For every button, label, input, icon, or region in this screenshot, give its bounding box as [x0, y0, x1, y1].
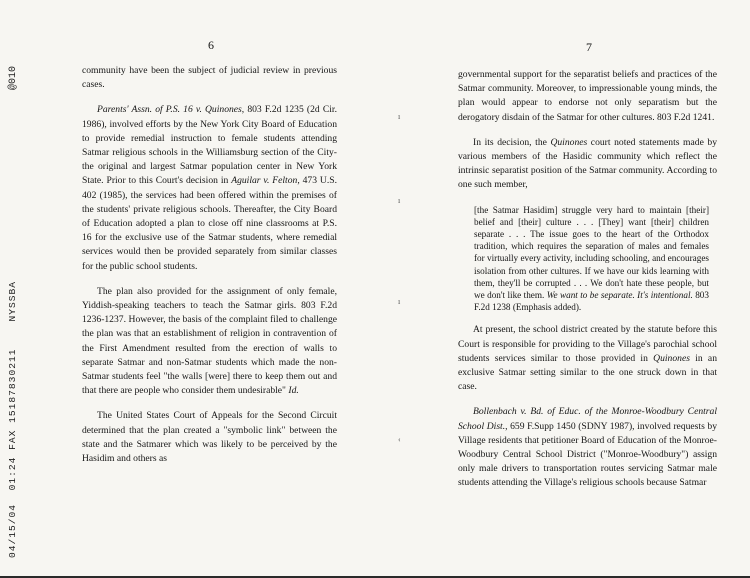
paragraph	[458, 405, 717, 490]
quote-emphasis: We want to be separate. It's intentional.	[546, 290, 693, 301]
paragraph	[82, 409, 337, 466]
paragraph	[458, 323, 717, 394]
paragraph-text: , 803 F.2d 1235 (2d Cir. 1986), involved efforts by the New York City Board of Education to provide remedial instruction to female students attending Satmar religious schools in the Williamsburg section of the City-the original and largest Satmar population center in New York State. Prior to this Court's decision in	[82, 104, 337, 187]
paragraph-text: community have been the subject of judicial review in previous cases.	[82, 65, 337, 91]
case-citation: Quinones	[653, 352, 690, 364]
case-citation: Bollenbach v. Bd. of Educ. of the Monroe-Woodbury Central School Dist.	[458, 406, 717, 432]
paragraph-text: governmental support for the separatist beliefs and practices of the Satmar community. Moreover, to impressionable young minds, the plan would appear to endorse not only separatism but the derogatory disdain of the Satmar for other cultures. 803 F.2d 1241.	[458, 69, 717, 123]
block-quote	[474, 204, 709, 314]
paragraph-text: In its decision, the	[473, 136, 551, 148]
paragraph-text: , 473 U.S. 402 (1985), the services had been offered within the premises of the students' private religious schools. Thereafter, the City Board of Education adopted a plan to close off nine classrooms at P.S. 16 for the exclusive use of the Satmar students, where remedial services would then be provided separately from similar classes for the public school students.	[82, 175, 337, 272]
paragraph-text: , 659 F.Supp 1450 (SDNY 1987), involved requests by Village residents that petitioner Board of Education of the Monroe-Woodbury Central School District ("Monroe-Woodbury") assign only male drivers to transportation routes servicing Satmar male students attending the Village's religious schools because Satmar	[458, 420, 718, 489]
case-citation: Id.	[288, 385, 299, 397]
case-citation: Parents' Assn. of P.S. 16 v. Quinones	[97, 104, 242, 116]
page-body	[82, 64, 337, 477]
page-number: 6	[208, 38, 214, 52]
paragraph-text: The United States Court of Appeals for the Second Circuit determined that the plan created a "symbolic link" between the state and the Satmarer which was likely to be perceived by the Hasidim and others as	[82, 410, 337, 465]
paragraph	[82, 285, 337, 399]
paragraph	[458, 68, 717, 125]
page-number: 7	[586, 40, 592, 54]
fax-page-id: @010	[8, 65, 19, 90]
quote-citation: 803 F.2d 1238 (Emphasis added).	[474, 290, 709, 313]
fax-header-strip: 04/15/04 01:24 FAX 15187830211 NYSSBA	[7, 280, 18, 558]
case-citation: Aguilar v. Felton	[231, 175, 298, 187]
scan-mark: ı	[398, 297, 401, 306]
scan-mark: ‹	[398, 435, 401, 444]
paragraph	[82, 103, 337, 273]
paragraph-text: The plan also provided for the assignment of only female, Yiddish-speaking teachers to teach the Satmar girls. 803 F.2d 1236-1237. However, the basis of the complaint filed to challenge the plan was that an establishment of religion in contravention of the First Amendment resulted from the erection of walls to separate Satmar and non-Satmar students which made the non-Satmar students feel "the walls [were] there to keep them out and that there are people who consider them undesirable"	[82, 285, 337, 397]
page-right	[458, 0, 717, 578]
scan-mark: ı	[398, 196, 401, 205]
page-body	[458, 68, 717, 502]
paragraph-text: At present, the school district created by the statute before this Court is responsible for providing to the Village's parochial school students services similar to those provided in	[458, 324, 717, 364]
quote-text: [the Satmar Hasidim] struggle very hard to maintain [their] belief and [their] culture . . . [They] want [their] children separate . . . The issue goes to the heart of the Orthodox tradition, which requires the separation of males and females for virtually every activity, including schooling, and encourages isolation from other cultures. If we have our kids learning with them, they'll be corrupted . . . We don't hate these people, but we don't like them.	[474, 204, 709, 301]
paragraph	[82, 64, 337, 92]
page-left	[82, 0, 337, 578]
paragraph-text: court noted statements made by various members of the Hasidic community which reflect the intrinsic separatist position of the Satmar community. According to one such member,	[458, 136, 717, 191]
paragraph-text: in an exclusive Satmar setting similar to the one struck down in that case.	[458, 352, 717, 393]
paragraph	[458, 136, 717, 193]
scan-mark: ı	[398, 112, 401, 121]
case-citation: Quinones	[550, 136, 588, 148]
